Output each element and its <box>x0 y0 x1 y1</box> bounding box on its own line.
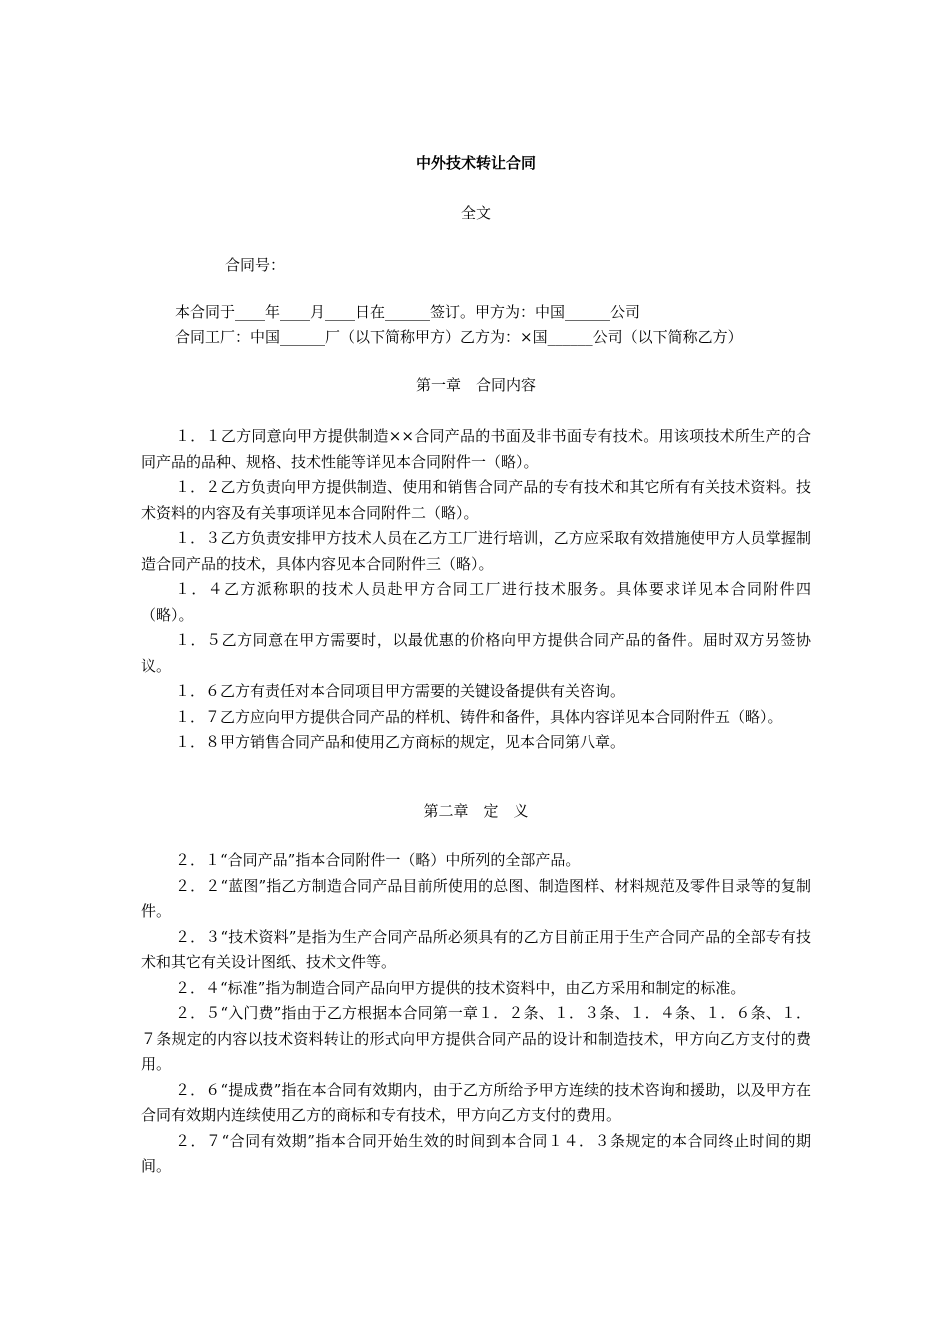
document-title: 中外技术转让合同 <box>415 154 536 172</box>
contract-intro <box>175 300 743 350</box>
clause-item: ２．１“合同产品”指本合同附件一（略）中所列的全部产品。 <box>175 851 581 869</box>
clause-item: １．３乙方负责安排甲方技术人员在乙方工厂进行培训，乙方应采取有效措施使甲方人员掌握制造合同产品的技术，具体内容见本合同附件三（略）。 <box>141 529 811 573</box>
clause-item: １．８甲方销售合同产品和使用乙方商标的规定，见本合同第八章。 <box>175 733 626 751</box>
clause-item: ２．２“蓝图”指乙方制造合同产品目前所使用的总图、制造图样、材料规范及零件目录等的复制件。 <box>141 876 811 920</box>
clause-item: ２．７“合同有效期”指本合同开始生效的时间到本合同１４．３条规定的本合同终止时间的期间。 <box>141 1131 811 1175</box>
contract-number-label: 合同号： <box>225 256 286 274</box>
document-subtitle: 全文 <box>460 204 491 222</box>
clause-item: ２．５“入门费”指由于乙方根据本合同第一章１．２条、１．３条、１．４条、１．６条、１．７条规定的内容以技术资料转让的形式向甲方提供合同产品的设计和制造技术，甲方向乙方支付的费用。 <box>141 1004 811 1073</box>
chapter-clauses <box>141 424 811 756</box>
chapter-clauses <box>141 848 811 1180</box>
chapter-title: 第一章 合同内容 <box>415 376 536 394</box>
clause-item: ２．６“提成费”指在本合同有效期内，由于乙方所给予甲方连续的技术咨询和援助，以及甲方在合同有效期内连续使用乙方的商标和专有技术，甲方向乙方支付的费用。 <box>141 1080 811 1124</box>
intro-line: 本合同于____年____月____日在______签订。甲方为：中国______公司 <box>175 303 641 321</box>
clause-item: ２．３“技术资料”是指为生产合同产品所必须具有的乙方目前正用于生产合同产品的全部专有技术和其它有关设计图纸、技术文件等。 <box>141 927 811 971</box>
clause-item: １．７乙方应向甲方提供合同产品的样机、铸件和备件，具体内容详见本合同附件五（略）。 <box>175 707 783 726</box>
chapter-title: 第二章 定 义 <box>423 802 529 820</box>
clause-item: １．５乙方同意在甲方需要时，以最优惠的价格向甲方提供合同产品的备件。届时双方另签协议。 <box>141 631 811 675</box>
clause-item: １．２乙方负责向甲方提供制造、使用和销售合同产品的专有技术和其它所有有关技术资料。技术资料的内容及有关事项详见本合同附件二（略）。 <box>141 478 811 522</box>
clause-item: １．６乙方有责任对本合同项目甲方需要的关键设备提供有关咨询。 <box>175 682 626 700</box>
clause-item: １．１乙方同意向甲方提供制造××合同产品的书面及非书面专有技术。用该项技术所生产的合同产品的品种、规格、技术性能等详见本合同附件一（略）。 <box>141 427 811 471</box>
intro-line: 合同工厂：中国______厂（以下简称甲方）乙方为：×国______公司（以下简称乙方） <box>175 328 743 346</box>
clause-item: ２．４“标准”指为制造合同产品向甲方提供的技术资料中，由乙方采用和制定的标准。 <box>175 978 746 997</box>
clause-item: １．４乙方派称职的技术人员赴甲方合同工厂进行技术服务。具体要求详见本合同附件四（略）。 <box>141 580 811 624</box>
